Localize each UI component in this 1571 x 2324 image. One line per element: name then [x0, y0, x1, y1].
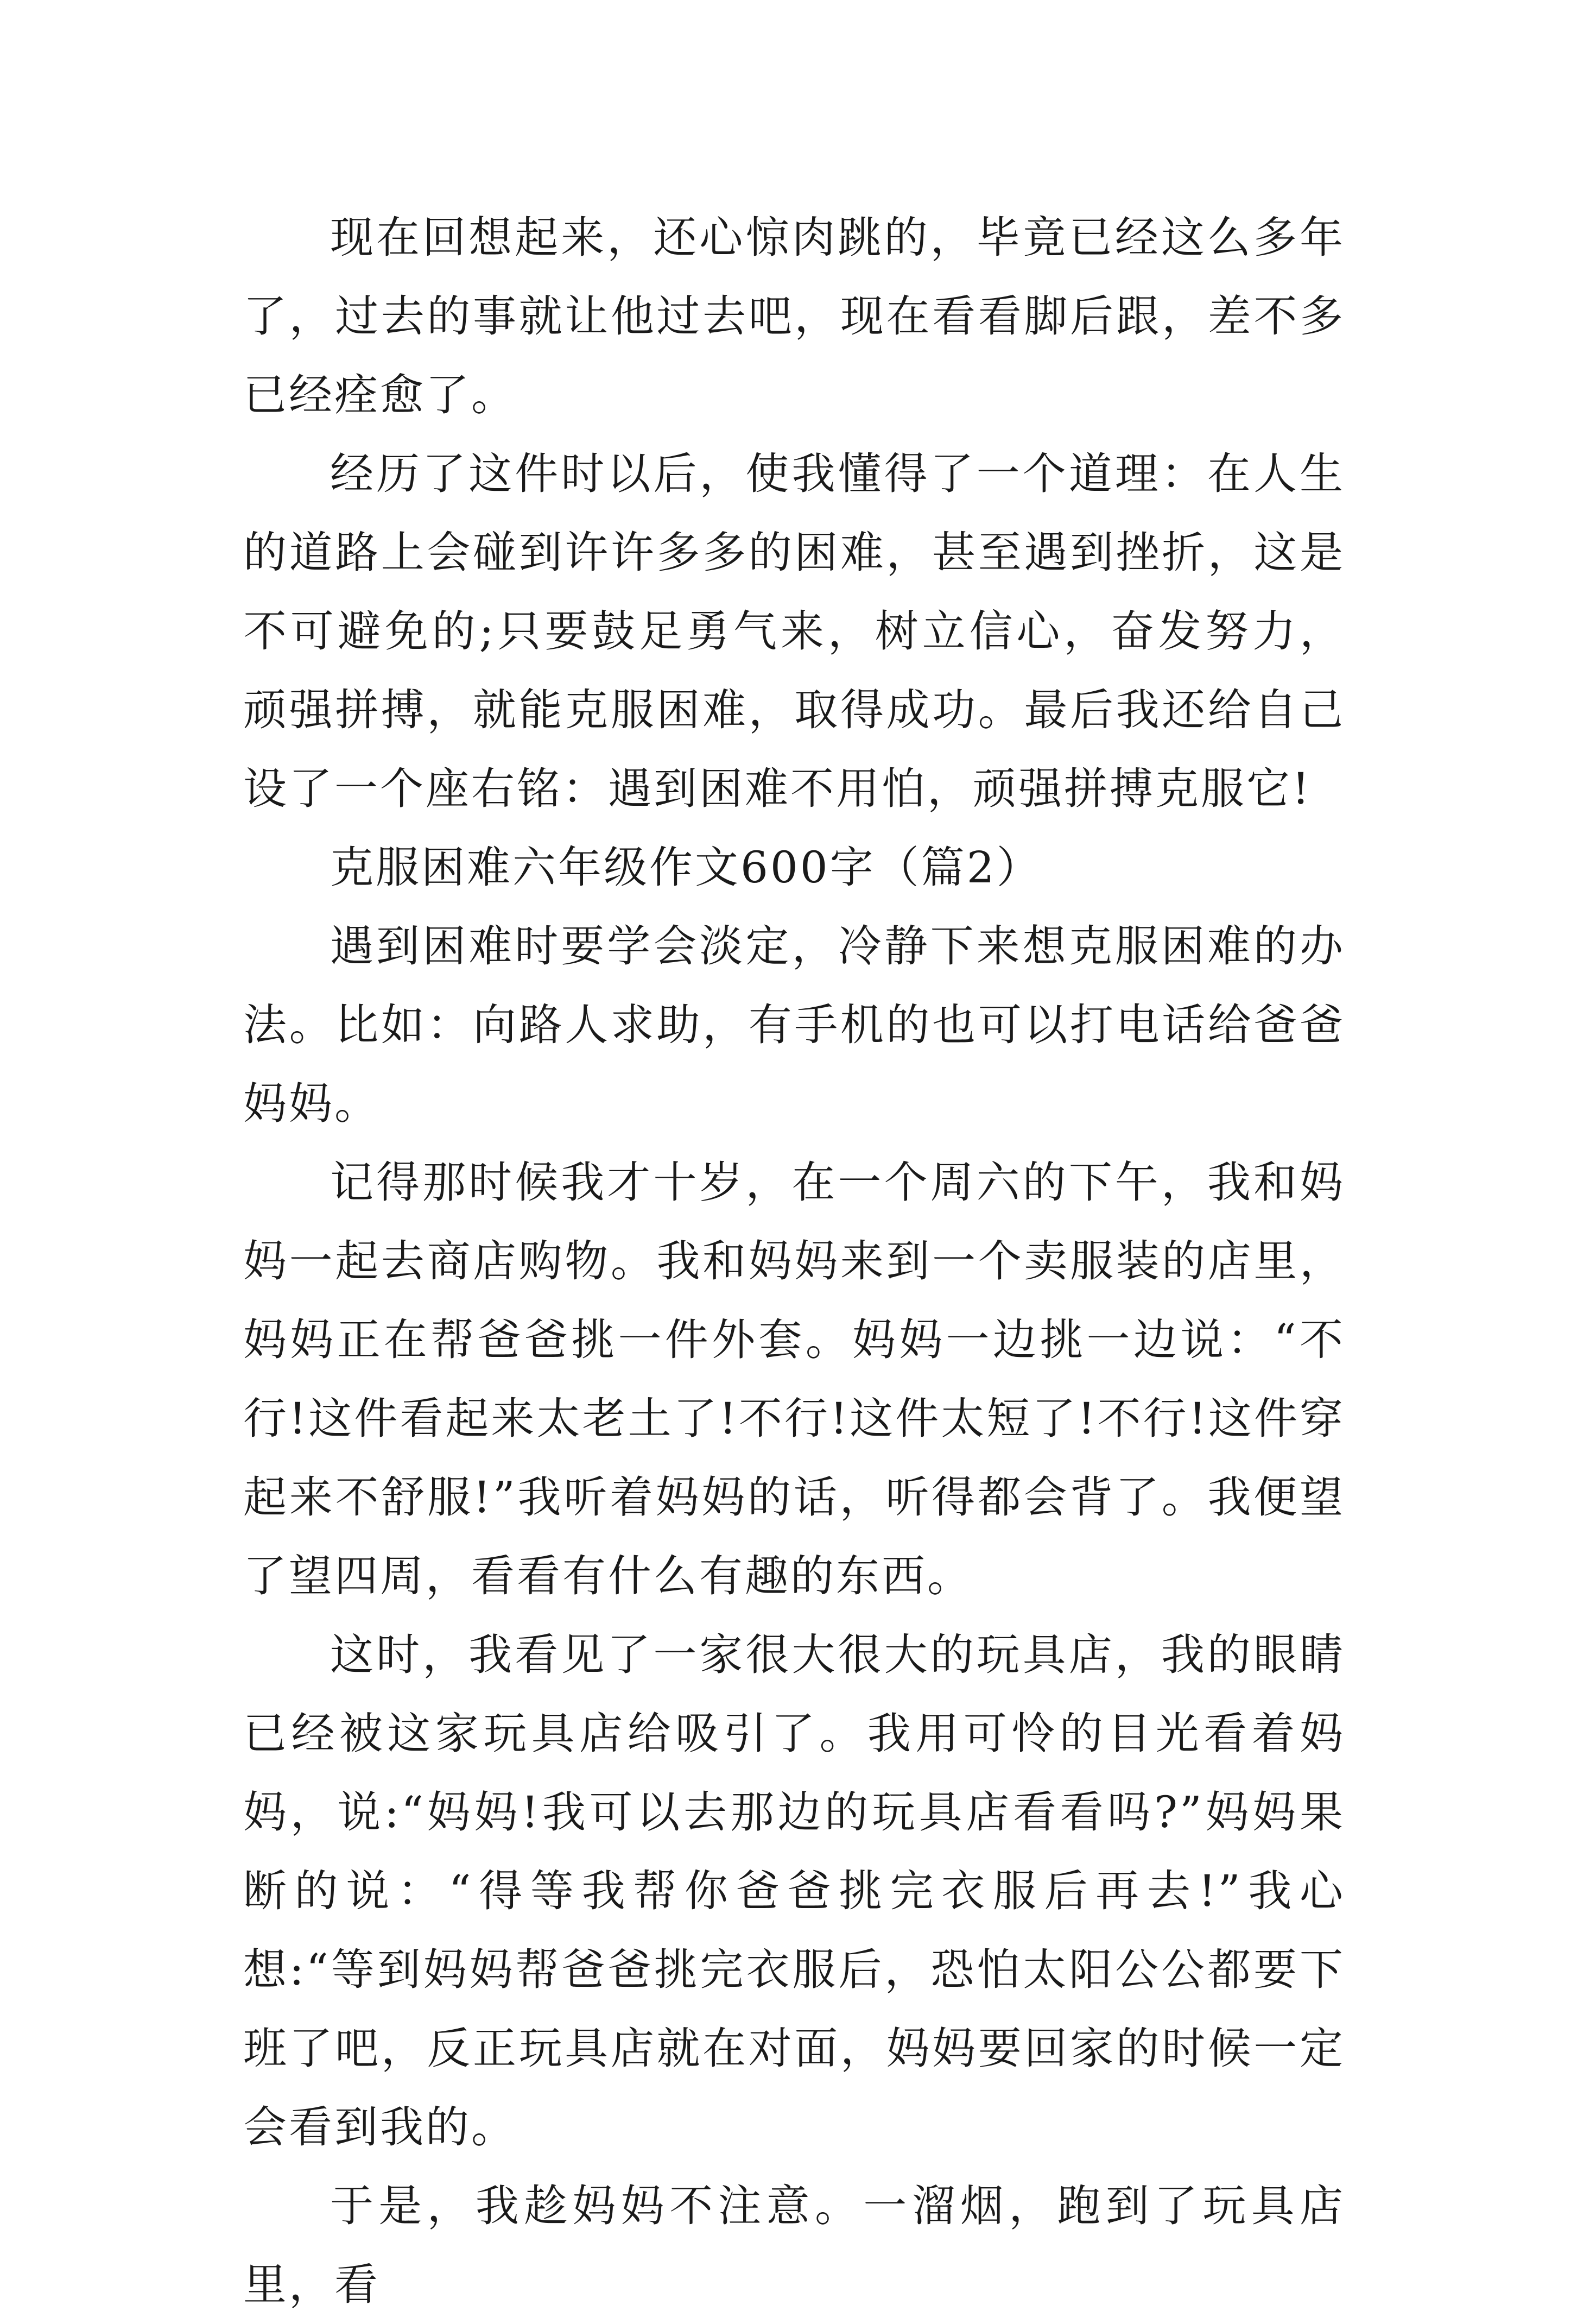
paragraph-toy-store: 这时，我看见了一家很大很大的玩具店，我的眼睛已经被这家玩具店给吸引了。我用可怜的目光看着妈妈，说:“妈妈!我可以去那边的玩具店看看吗?”妈妈果断的说：“得等我帮你爸爸挑完衣服后再去!”我心想:“等到妈妈帮爸爸挑完衣服后，恐怕太阳公公都要下班了吧，反正玩具店就在对面，妈妈要回家的时候一定会看到我的。: [243, 1630, 1345, 2152]
paragraph-run-away: 于是，我趁妈妈不注意。一溜烟，跑到了玩具店里，看: [243, 2181, 1345, 2310]
paragraph-intro: 遇到困难时要学会淡定，冷静下来想克服困难的办法。比如：向路人求助，有手机的也可以打电话给爸爸妈妈。: [243, 921, 1345, 1129]
paragraph-shopping: 记得那时候我才十岁，在一个周六的下午，我和妈妈一起去商店购物。我和妈妈来到一个卖服装的店里，妈妈正在帮爸爸挑一件外套。妈妈一边挑一边说：“不行!这件看起来太老土了!不行!这件太短了!不行!这件穿起来不舒服!”我听着妈妈的话，听得都会背了。我便望了望四周，看看有什么有趣的东西。: [243, 1157, 1345, 1601]
paragraph-lesson: 经历了这件时以后，使我懂得了一个道理：在人生的道路上会碰到许许多多的困难，甚至遇到挫折，这是不可避免的;只要鼓足勇气来，树立信心，奋发努力，顽强拼搏，就能克服困难，取得成功。最后我还给自己设了一个座右铭：遇到困难不用怕，顽强拼搏克服它!: [243, 449, 1345, 814]
essay-body: [243, 198, 1345, 2324]
paragraph-recollection: 现在回想起来，还心惊肉跳的，毕竟已经这么多年了，过去的事就让他过去吧，现在看看脚后跟，差不多已经痊愈了。: [243, 212, 1345, 420]
essay-heading: 克服困难六年级作文600字（篇2）: [330, 842, 1042, 893]
